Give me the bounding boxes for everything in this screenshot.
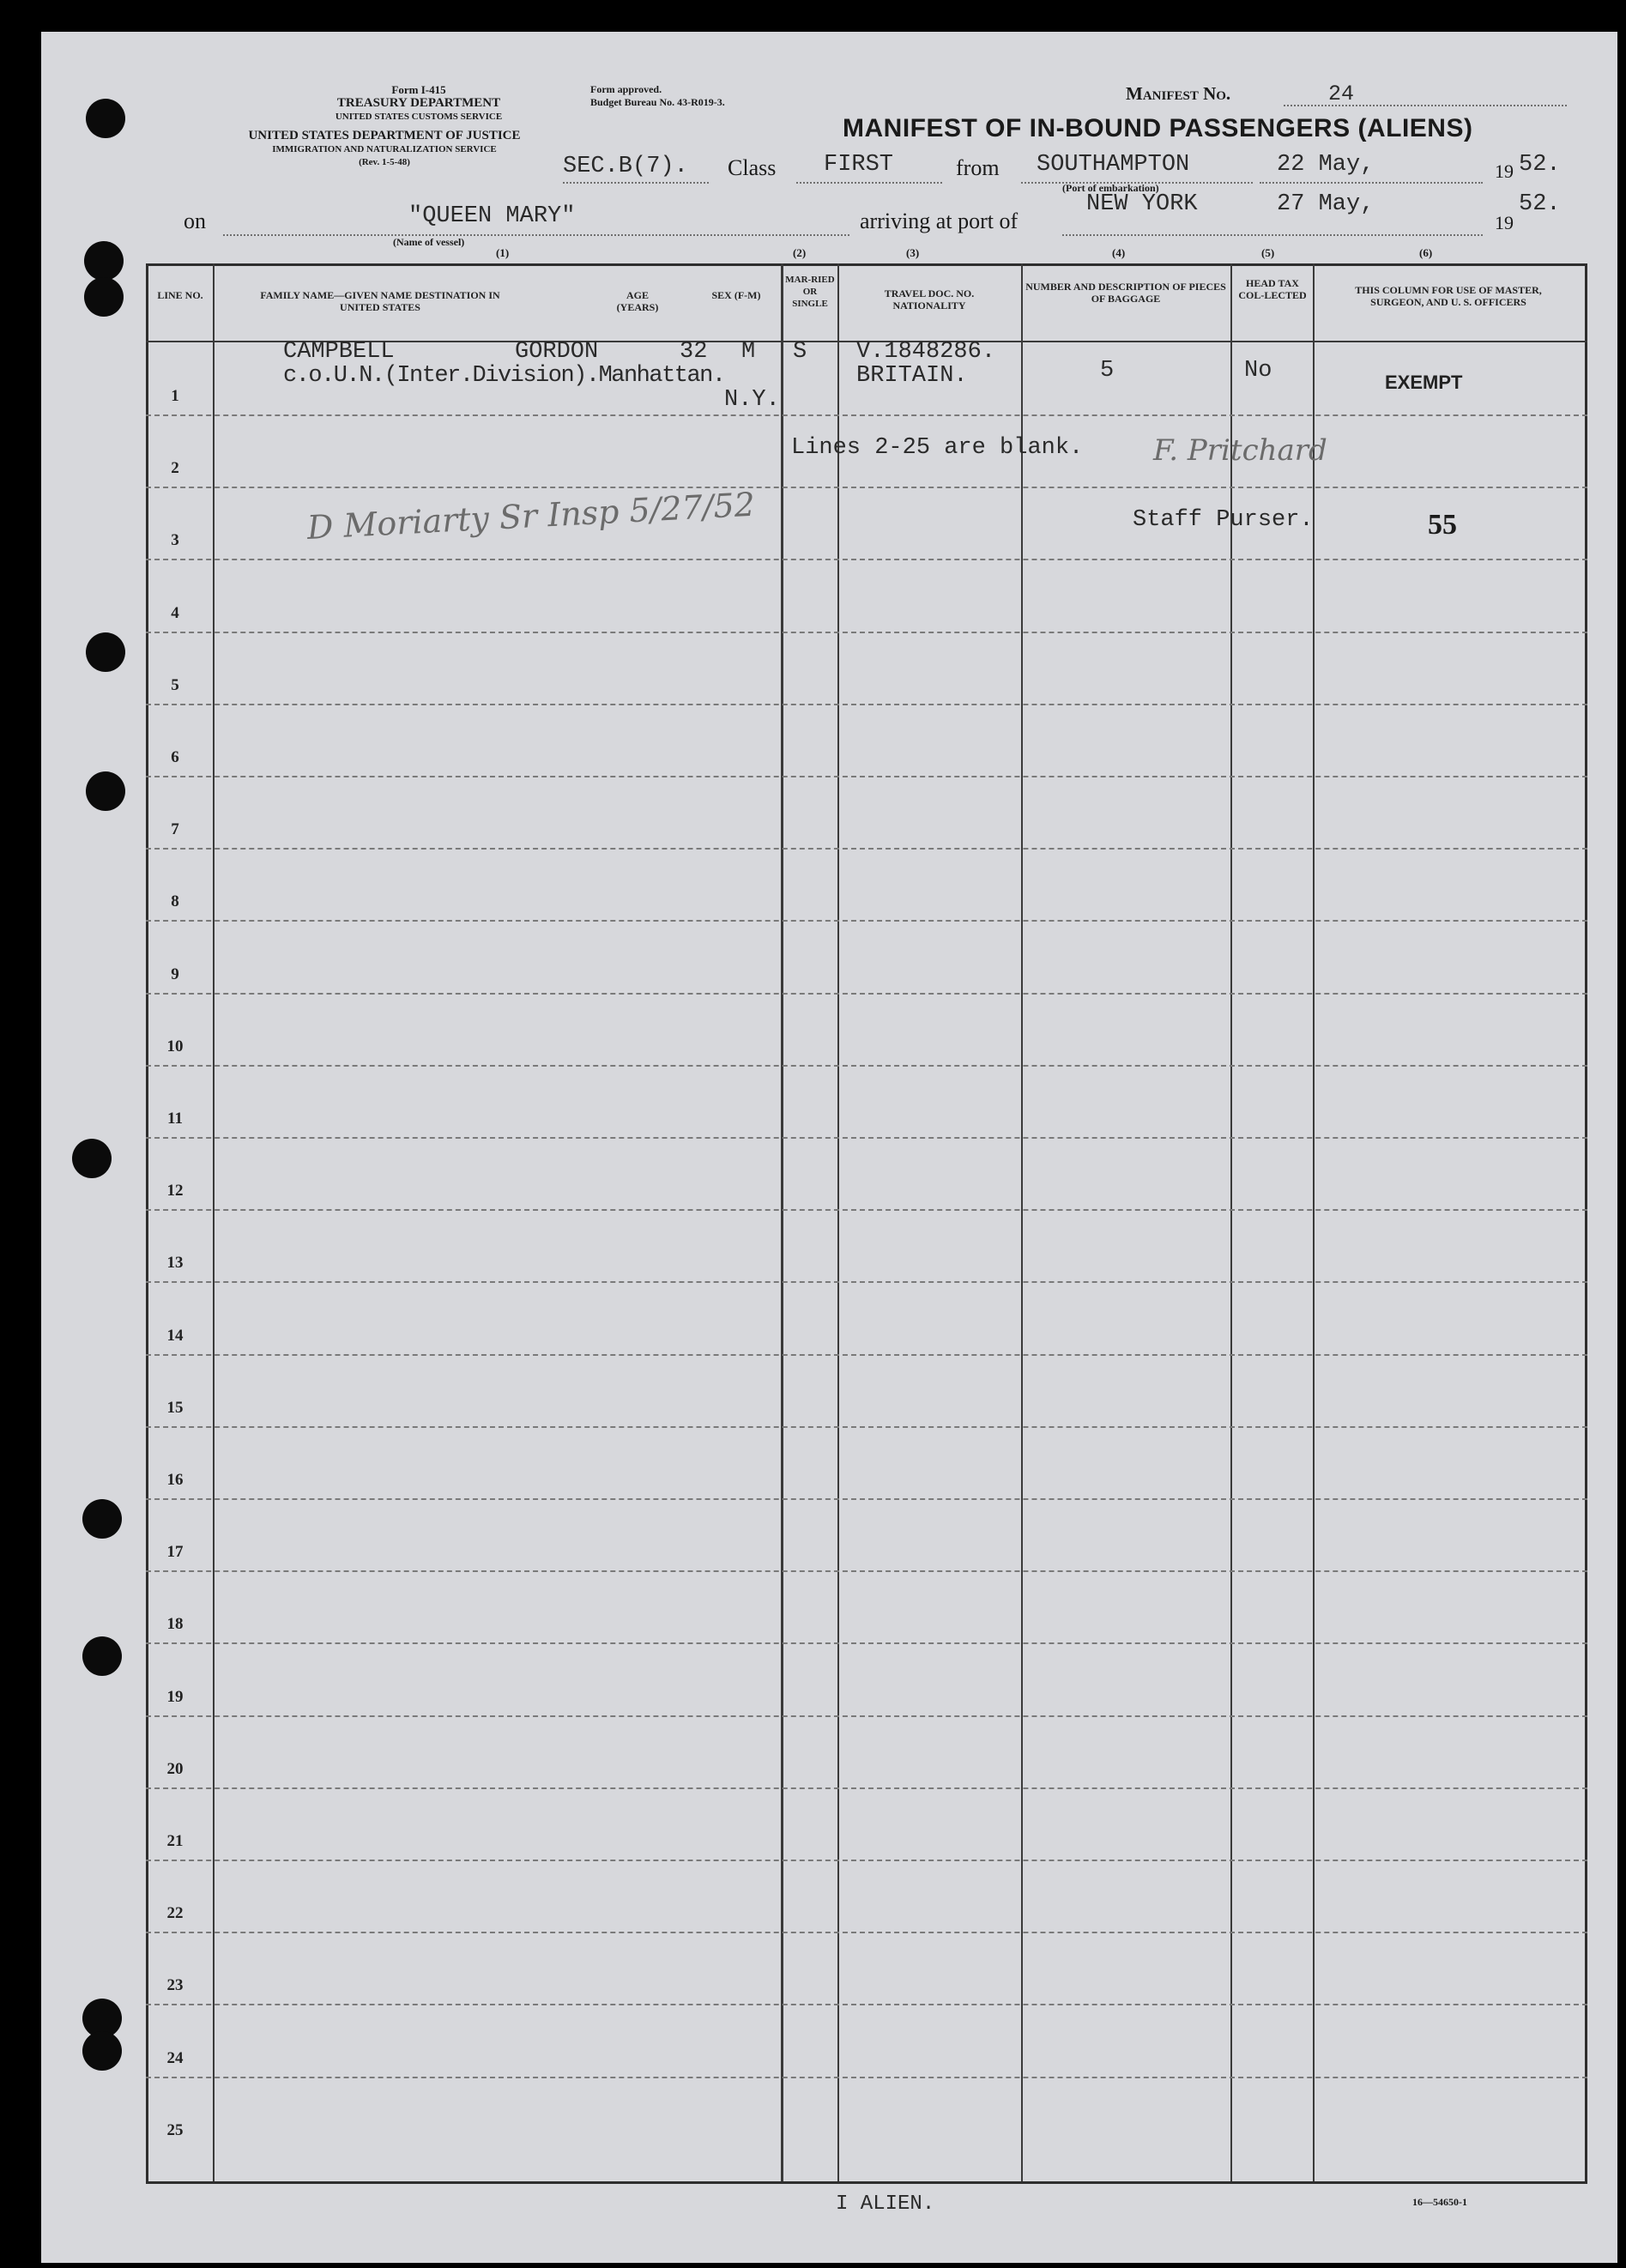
table-row: [146, 1860, 1587, 1933]
vessel-caption: (Name of vessel): [393, 236, 465, 248]
manifest-no-line: [1284, 105, 1567, 106]
class-line: [796, 182, 942, 184]
year-2: 52.: [1519, 191, 1561, 217]
line-number: 10: [166, 1037, 184, 1055]
age-value: 32: [680, 339, 708, 365]
line-number: 24: [166, 2048, 184, 2067]
punch-hole: [82, 2031, 122, 2071]
line-number: 20: [166, 1759, 184, 1778]
travel-doc-value: V.1848286.: [856, 339, 996, 365]
punch-hole: [82, 1499, 122, 1539]
table-row: [146, 1282, 1587, 1356]
table-row: [146, 1643, 1587, 1717]
table-row: [146, 1932, 1587, 2005]
colnum-6: (6): [1419, 246, 1433, 259]
baggage-value: 5: [1100, 358, 1115, 384]
line-number: 4: [171, 603, 179, 622]
depart-line: [1260, 182, 1483, 184]
punch-hole: [86, 771, 125, 811]
table-row: [146, 1354, 1587, 1428]
line-number: 25: [166, 2120, 184, 2139]
punch-hole: [86, 99, 125, 138]
alien-count: I ALIEN.: [836, 2192, 935, 2216]
colhdr-sex: SEX (F-M): [711, 289, 761, 301]
blank-lines-note: Lines 2-25 are blank.: [791, 435, 1084, 461]
punch-hole: [84, 241, 124, 281]
colhdr-baggage: NUMBER AND DESCRIPTION OF PIECES OF BAGGAGE: [1025, 281, 1226, 305]
line-number: 6: [171, 748, 179, 766]
nationality-value: BRITAIN.: [856, 363, 968, 389]
colhdr-age: AGE (YEARS): [616, 289, 659, 313]
line-number: 11: [167, 1110, 183, 1128]
exempt-stamp: EXEMPT: [1385, 372, 1463, 393]
destination-city: N.Y.: [724, 387, 780, 413]
colnum-1: (1): [496, 246, 510, 259]
line-number: 2: [171, 459, 179, 478]
destination-value: c.o.U.N.(Inter.Division).Manhattan.: [283, 363, 725, 389]
table-row: [146, 1209, 1587, 1283]
punch-hole: [82, 1636, 122, 1676]
arrival-date: 27 May,: [1277, 191, 1375, 217]
line-number: 16: [166, 1471, 184, 1489]
line-number: 9: [171, 965, 179, 983]
class-label: Class: [728, 155, 777, 180]
table-row: [146, 848, 1587, 922]
class-value: FIRST: [824, 152, 894, 178]
year-prefix-1: 19: [1495, 160, 1514, 182]
table-row: [146, 776, 1587, 850]
budget-bureau: Budget Bureau No. 43-R019-3.: [590, 96, 725, 108]
justice-label: UNITED STATES DEPARTMENT OF JUSTICE: [248, 129, 521, 142]
arrival-port: NEW YORK: [1086, 191, 1198, 217]
punch-hole: [86, 632, 125, 672]
line-number: 5: [171, 675, 179, 694]
inspector-signature: D Moriarty Sr Insp 5/27/52: [305, 485, 756, 547]
colhdr-married: MAR-RIED OR SINGLE: [785, 275, 835, 309]
manifest-sheet: [41, 32, 1617, 2263]
table-row: [146, 1570, 1587, 1644]
table-row: [146, 1137, 1587, 1211]
line-number: 18: [166, 1615, 184, 1634]
colhdr-line-no: LINE NO.: [157, 289, 203, 301]
head-tax-value: No: [1244, 358, 1272, 384]
sec-value: SEC.B(7).: [563, 154, 688, 179]
line-number: 21: [166, 1832, 184, 1850]
colhdr-travel-doc: TRAVEL DOC. NO. NATIONALITY: [884, 287, 975, 311]
staff-purser-note: Staff Purser.: [1133, 507, 1314, 533]
line-number: 3: [171, 531, 179, 550]
line-number: 15: [166, 1398, 184, 1417]
table-row: [146, 921, 1587, 995]
marital-value: S: [793, 339, 807, 365]
table-row: [146, 1715, 1587, 1789]
form-id: Form I-415: [391, 83, 446, 96]
sec-line: [563, 182, 709, 184]
line-number: 8: [171, 892, 179, 911]
vessel-line: [223, 234, 849, 236]
depart-date: 22 May,: [1277, 152, 1375, 178]
table-row: [146, 1787, 1587, 1861]
line-number: 22: [166, 1904, 184, 1923]
vessel-name: "QUEEN MARY": [408, 203, 576, 229]
year-1: 52.: [1519, 152, 1561, 178]
ins-label: IMMIGRATION AND NATURALIZATION SERVICE: [272, 144, 497, 154]
punch-hole: [72, 1139, 112, 1178]
colhdr-name: FAMILY NAME—GIVEN NAME DESTINATION IN UNITED STATES: [260, 289, 500, 313]
port-caption: (Port of embarkation): [1062, 182, 1159, 194]
line-number: 14: [166, 1326, 184, 1345]
manifest-no-value: 24: [1328, 82, 1355, 106]
line-number: 19: [166, 1687, 184, 1706]
treasury-label: TREASURY DEPARTMENT: [336, 96, 501, 110]
table-row: [146, 704, 1587, 777]
given-name: GORDON: [515, 339, 599, 365]
port-embarkation: SOUTHAMPTON: [1037, 152, 1190, 178]
manifest-no-label: Manifest No.: [1126, 83, 1231, 104]
sex-value: M: [741, 339, 756, 365]
punch-hole: [84, 277, 124, 317]
line-number: 7: [171, 820, 179, 839]
line-number: 13: [166, 1254, 184, 1273]
family-name: CAMPBELL: [283, 339, 395, 365]
table-row: [146, 1498, 1587, 1572]
year-prefix-2: 19: [1495, 212, 1514, 233]
table-row: [146, 1065, 1587, 1139]
table-row: [146, 559, 1587, 633]
rev-label: (Rev. 1-5-48): [359, 157, 410, 167]
colhdr-officers: THIS COLUMN FOR USE OF MASTER, SURGEON, AND U. S. OFFICERS: [1355, 284, 1542, 308]
footer-code: 16—54650-1: [1412, 2196, 1467, 2208]
colnum-4: (4): [1112, 246, 1126, 259]
colnum-2: (2): [793, 246, 807, 259]
line-number: 1: [171, 387, 179, 405]
form-approved: Form approved.: [590, 83, 662, 95]
customs-label: UNITED STATES CUSTOMS SERVICE: [335, 112, 503, 122]
line-number: 12: [166, 1182, 184, 1201]
table-row: [146, 993, 1587, 1067]
table-row: [146, 2077, 1587, 2149]
line-number: 17: [166, 1543, 184, 1562]
on-label: on: [184, 209, 206, 233]
purser-signature: F. Pritchard: [1153, 433, 1327, 468]
table-row: [146, 1426, 1587, 1500]
table-row: [146, 632, 1587, 705]
table-row: [146, 2005, 1587, 2078]
stamp-number: 55: [1428, 509, 1457, 541]
from-label: from: [956, 155, 1000, 180]
line-number: 23: [166, 1976, 184, 1995]
colnum-3: (3): [906, 246, 920, 259]
colhdr-head-tax: HEAD TAX COL-LECTED: [1238, 277, 1307, 301]
manifest-title: MANIFEST OF IN-BOUND PASSENGERS (ALIENS): [843, 114, 1473, 142]
colnum-5: (5): [1261, 246, 1275, 259]
arrival-line: [1062, 234, 1483, 236]
arriving-label: arriving at port of: [860, 209, 1019, 233]
